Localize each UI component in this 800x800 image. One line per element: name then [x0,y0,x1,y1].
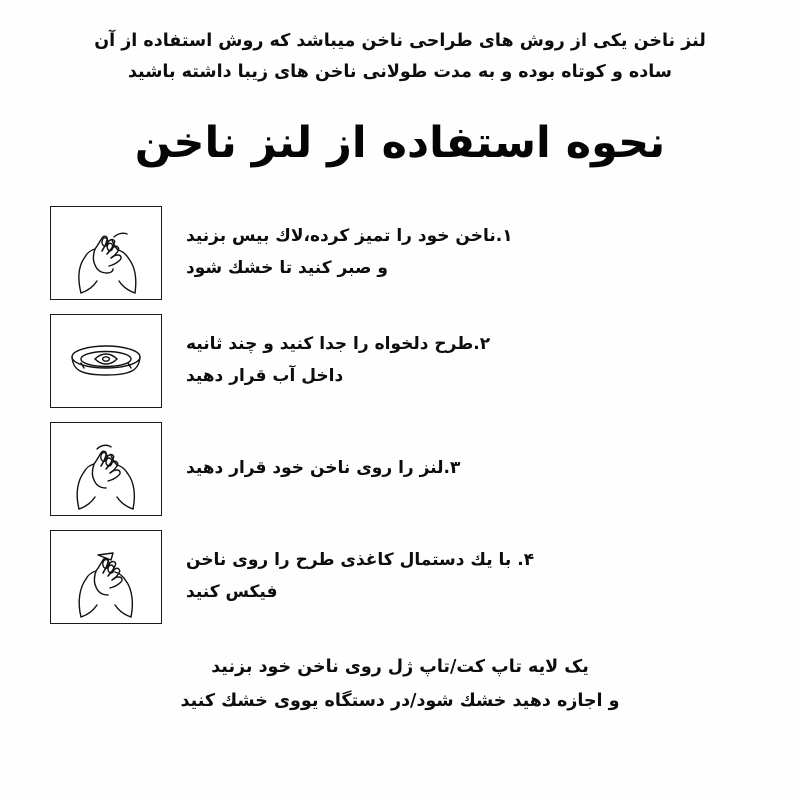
step-3-line-1: ۳.لنز را روی ناخن خود قرار دهید [186,458,461,479]
step-4-text [180,545,750,608]
step-1-text [180,221,750,284]
intro-paragraph [80,26,720,88]
hands-applying-lens-icon [50,422,162,516]
step-4-line-1: ۴. با یك دستمال كاغذی طرح را روی ناخن [186,550,535,571]
outro-paragraph [70,650,730,718]
outro-line-1: یک لایه تاپ كت/تاپ ژل روی ناخن خود بزنید [211,656,589,677]
intro-line-1: لنز ناخن یکی از روش های طراحی ناخن میباشد که روش استفاده از آن [94,31,706,51]
step-1-line-2: و صبر كنید تا خشك شود [186,257,388,278]
list-item [50,314,750,408]
step-1-line-1: ۱.ناخن خود را تمیز کرده،لاك بیس بزنید [186,226,513,247]
step-2-line-2: داخل آب قرار دهید [186,365,344,386]
list-item [50,530,750,624]
page-title: نحوه استفاده از لنز ناخن [134,118,666,169]
list-item [50,422,750,516]
step-2-text [180,329,750,392]
intro-line-2: ساده و کوتاه بوده و به مدت طولانی ناخن های زیبا داشته باشید [127,62,673,83]
hands-filing-nail-icon [50,206,162,300]
hands-pressing-tissue-icon [50,530,162,624]
outro-line-2: و اجازه دهید خشك شود/در دستگاه یووی خشك كنید [180,691,620,711]
bowl-of-water-icon [50,314,162,408]
list-item [50,206,750,300]
step-4-line-2: فیكس كنید [186,581,278,602]
step-3-text [180,453,750,484]
step-2-line-1: ۲.طرح دلخواه را جدا كنید و چند ثانیه [186,334,491,355]
steps-list [50,206,750,624]
